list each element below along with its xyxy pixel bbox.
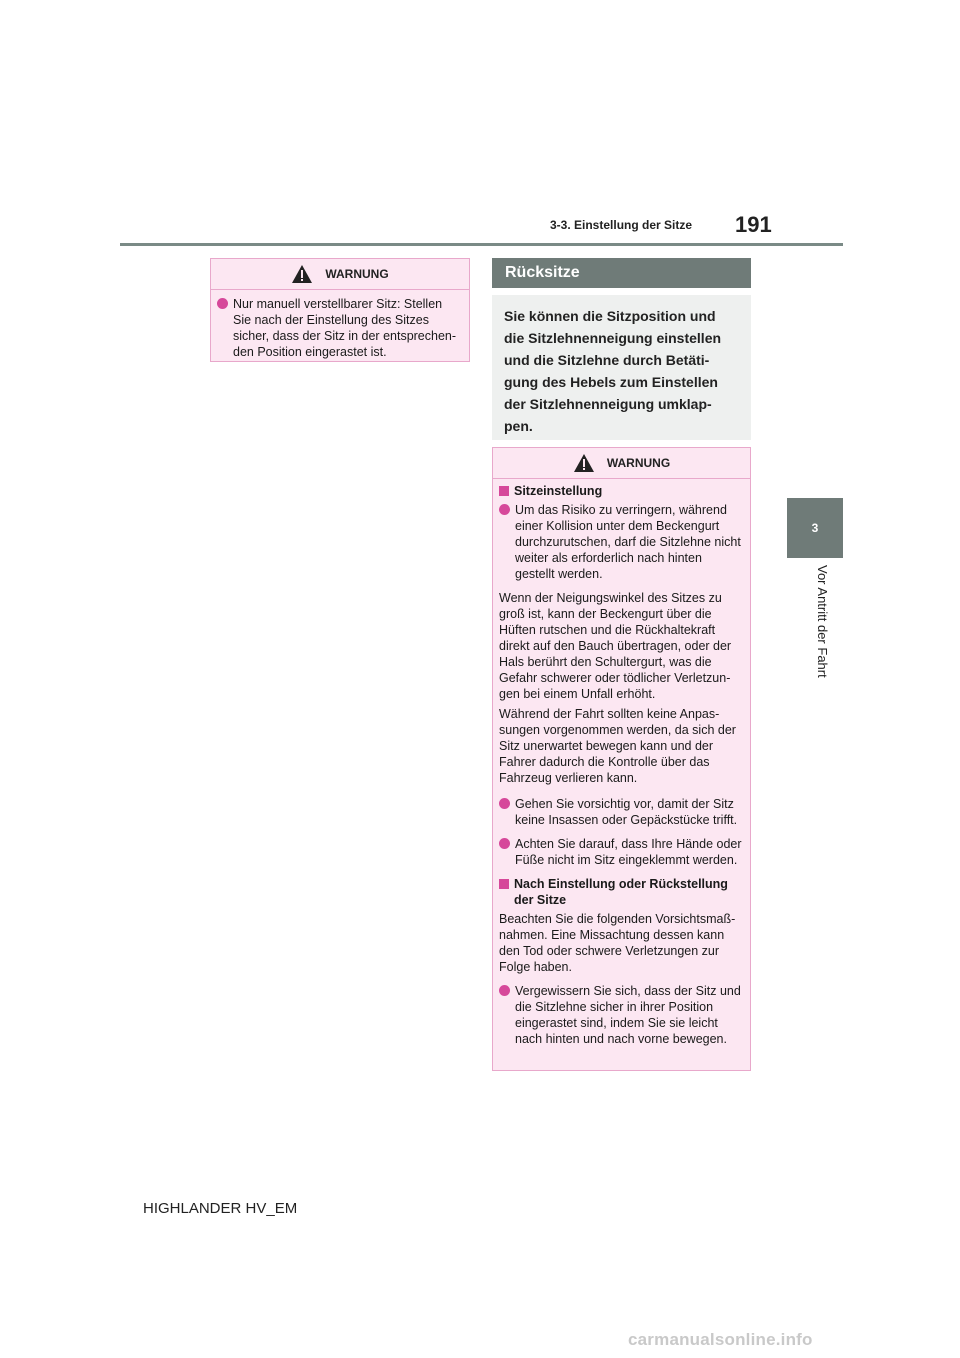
list-item-text: Vergewissern Sie sich, dass der Sitz und die Sitzlehne sicher in ihrer Position eingerastet sind, indem Sie sie leicht nach hinten und nach vorne bewegen. xyxy=(515,984,741,1046)
list-item-text: Achten Sie darauf, dass Ihre Hände oder Füße nicht im Sitz eingeklemmt werden. xyxy=(515,837,742,867)
warning-triangle-icon xyxy=(573,453,595,473)
list-item xyxy=(499,983,744,1047)
warning-header xyxy=(493,448,750,479)
list-item xyxy=(499,836,744,868)
warning-title: WARNUNG xyxy=(325,267,389,281)
bullet-icon xyxy=(499,798,510,809)
subsection-heading xyxy=(499,876,744,908)
list-item-text: Um das Risiko zu verringern, während einer Kollision unter dem Beckengurt durchzurutschen, darf die Sitzlehne nicht weiter als erforderlich nach hinten gestellt werden. xyxy=(515,503,741,581)
square-bullet-icon xyxy=(499,879,509,889)
section-title: 3-3. Einstellung der Sitze xyxy=(550,218,693,232)
header-divider xyxy=(120,243,843,246)
subsection-title: Sitzeinstellung xyxy=(514,484,603,498)
list-item-text: Gehen Sie vorsichtig vor, damit der Sitz keine Insassen oder Gepäckstücke trifft. xyxy=(515,797,738,827)
bullet-icon xyxy=(499,985,510,996)
section-heading-rear-seats: Rücksitze xyxy=(492,258,751,288)
paragraph: Wenn der Neigungswinkel des Sitzes zu groß ist, kann der Beckengurt über die Hüften rutschen und die Rückhaltekraft direkt auf den Bauch übertragen, oder der Hals berührt den Schultergurt, was die Gefahr schwerer oder tödlicher Verletzun-gen bei einem Unfall erhöht. xyxy=(499,591,732,701)
subsection-heading xyxy=(499,483,744,499)
left-warning-box xyxy=(210,258,470,362)
bullet-icon xyxy=(499,838,510,849)
bullet-icon xyxy=(499,504,510,515)
watermark: carmanualsonline.info xyxy=(628,1330,813,1349)
right-warning-box xyxy=(492,447,751,1071)
square-bullet-icon xyxy=(499,486,509,496)
bullet-icon xyxy=(217,298,228,309)
chapter-number: 3 xyxy=(811,521,819,535)
model-name: HIGHLANDER HV_EM xyxy=(143,1200,298,1217)
intro-text: Sie können die Sitzposition und die Sitzlehnenneigung einstellen und die Sitzlehne durch Betäti-gung des Hebels zum Einstellen der Sitzlehnenneigung umklap-pen. xyxy=(492,295,751,440)
warning-header xyxy=(211,259,469,290)
list-item xyxy=(499,502,744,582)
chapter-title: Vor Antritt der Fahrt xyxy=(815,565,830,678)
chapter-tab[interactable] xyxy=(787,498,843,558)
subsection-title: Nach Einstellung oder Rückstellung der Sitze xyxy=(514,877,728,907)
warning-triangle-icon xyxy=(291,264,313,284)
list-item xyxy=(217,296,463,360)
page-number: 191 xyxy=(735,212,772,237)
paragraph: Während der Fahrt sollten keine Anpas-sungen vorgenommen werden, da sich der Sitz unerwartet bewegen kann und der Fahrer dadurch die Kontrolle über das Fahrzeug verlieren kann. xyxy=(499,707,736,785)
paragraph: Beachten Sie die folgenden Vorsichtsmaß-nahmen. Eine Missachtung dessen kann den Tod oder schwere Verletzungen zur Folge haben. xyxy=(499,912,736,974)
list-item-text: Nur manuell verstellbarer Sitz: Stellen Sie nach der Einstellung des Sitzes sicher, dass der Sitz in der entsprechen-den Position eingerastet ist. xyxy=(233,297,457,359)
list-item xyxy=(499,796,744,828)
warning-title: WARNUNG xyxy=(606,456,671,470)
